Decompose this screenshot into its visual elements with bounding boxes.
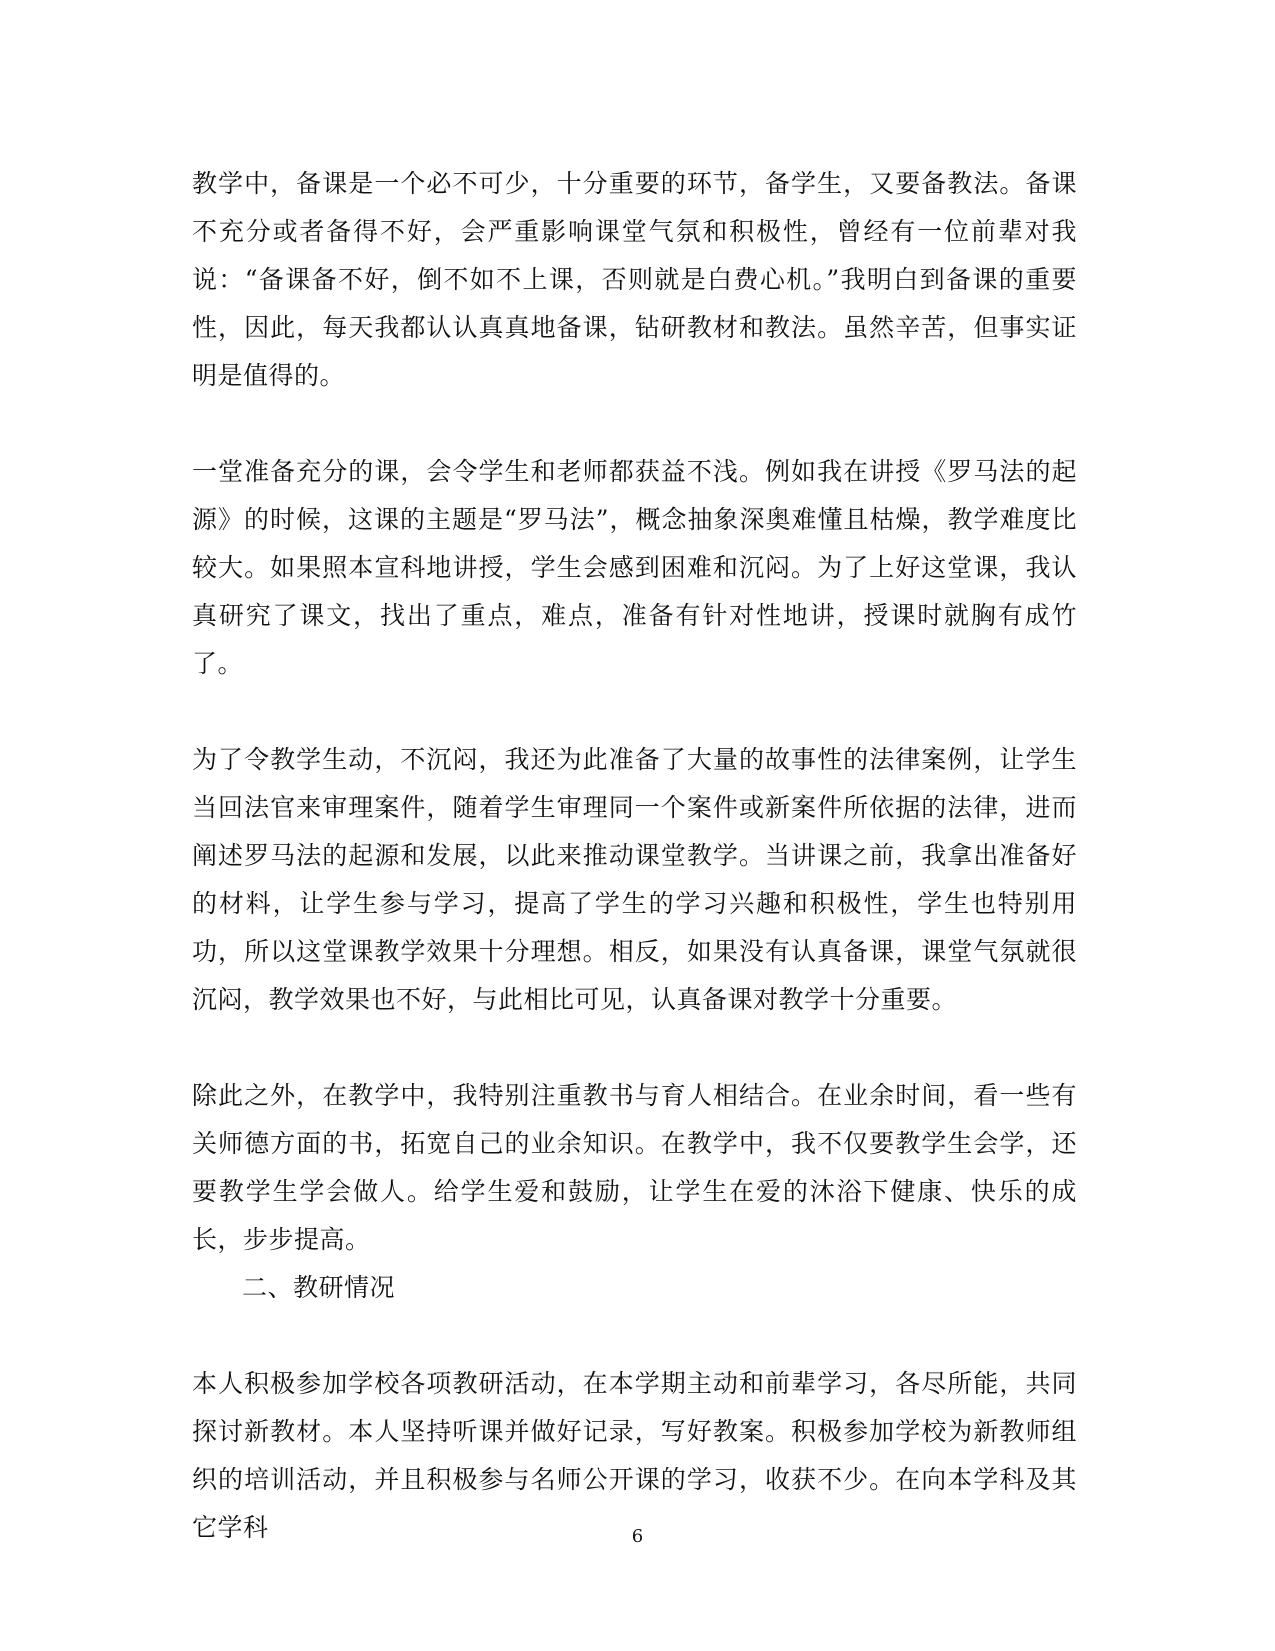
page-body	[192, 160, 1077, 1552]
paragraph-moral-education: 除此之外，在教学中，我特别注重教书与育人相结合。在业余时间，看一些有关师德方面的书，拓宽自己的业余知识。在教学中，我不仅要教学生会学，还要教学生学会做人。给学生爱和鼓励，让学生在爱的沐浴下健康、快乐的成长，步步提高。	[192, 1081, 1077, 1254]
paragraph-lesson-preparation: 教学中，备课是一个必不可少，十分重要的环节，备学生，又要备教法。备课不充分或者备得不好，会严重影响课堂气氛和积极性，曾经有一位前辈对我说：“备课备不好，倒不如不上课，否则就是白费心机。”我明白到备课的重要性，因此，每天我都认认真真地备课，钻研教材和教法。虽然辛苦，但事实证明是值得的。	[192, 169, 1077, 390]
paragraph-teaching-research: 本人积极参加学校各项教研活动，在本学期主动和前辈学习，各尽所能，共同探讨新教材。本人坚持听课并做好记录，写好教案。积极参加学校为新教师组织的培训活动，并且积极参与名师公开课的学习，收获不少。在向本学科及其它学科	[192, 1369, 1077, 1542]
section-heading: 二、教研情况	[242, 1273, 396, 1302]
paragraph-legal-cases: 为了令教学生动，不沉闷，我还为此准备了大量的故事性的法律案例，让学生当回法官来审理案件，随着学生审理同一个案件或新案件所依据的法律，进而阐述罗马法的起源和发展，以此来推动课堂教学。当讲课之前，我拿出准备好的材料，让学生参与学习，提高了学生的学习兴趣和积极性，学生也特别用功，所以这堂课教学效果十分理想。相反，如果没有认真备课，课堂气氛就很沉闷，教学效果也不好，与此相比可见，认真备课对教学十分重要。	[192, 745, 1077, 1014]
page-number: 6	[631, 1526, 644, 1547]
paragraph-roman-law-lesson: 一堂准备充分的课，会令学生和老师都获益不浅。例如我在讲授《罗马法的起源》的时候，这课的主题是“罗马法”，概念抽象深奥难懂且枯燥，教学难度比较大。如果照本宣科地讲授，学生会感到困难和沉闷。为了上好这堂课，我认真研究了课文，找出了重点，难点，准备有针对性地讲，授课时就胸有成竹了。	[192, 457, 1077, 678]
